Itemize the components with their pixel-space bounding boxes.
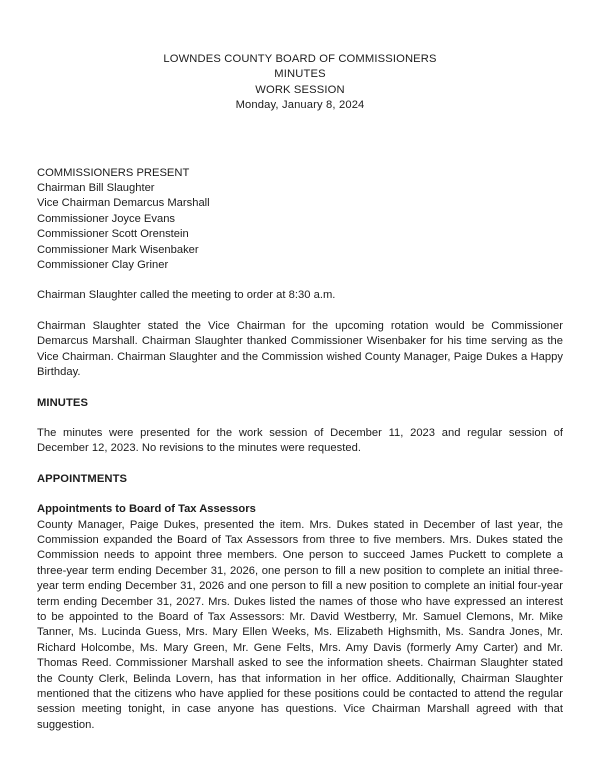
roster-item-commissioner-wisenbaker: Commissioner Mark Wisenbaker — [37, 243, 199, 256]
minutes-section-paragraph: The minutes were presented for the work session of December 11, 2023 and regular session of December 12, 2023. No revisions to the minutes were requested. — [37, 426, 563, 455]
document-header — [37, 52, 563, 114]
roster-item-vice-chairman: Vice Chairman Demarcus Marshall — [37, 197, 210, 210]
header-line-organization: LOWNDES COUNTY BOARD OF COMMISSIONERS — [163, 53, 437, 65]
commissioners-present-heading: COMMISSIONERS PRESENT — [37, 166, 190, 179]
commissioners-present-block — [37, 166, 563, 274]
appointments-section-heading: APPOINTMENTS — [37, 472, 128, 485]
roster-item-commissioner-griner: Commissioner Clay Griner — [37, 259, 169, 272]
minutes-section-heading: MINUTES — [37, 396, 89, 409]
roster-item-chairman: Chairman Bill Slaughter — [37, 182, 155, 195]
call-to-order-paragraph: Chairman Slaughter called the meeting to order at 8:30 a.m. — [37, 289, 336, 302]
appointments-item-heading: Appointments to Board of Tax Assessors — [37, 503, 256, 516]
appointments-item-paragraph: County Manager, Paige Dukes, presented the item. Mrs. Dukes stated in December of last year, the Commission expanded the Board of Tax Assessors from three to five members. Mrs. Dukes stated the Commission needs to appoint three members. One person to succeed James Puckett to complete a three-year term ending December 31, 2026, one person to fill a new position to complete an initial three-year term ending December 31, 2026 and one person to fill a new position to complete an initial four-year term ending December 31, 2027. Mrs. Dukes listed the names of those who have expressed an interest to be appointed to the Board of Tax Assessors: Mr. David Westberry, Mr. Samuel Clemons, Mr. Mike Tanner, Ms. Lucinda Guess, Mrs. Mary Ellen Weeks, Ms. Elizabeth Highsmith, Ms. Sandra Jones, Mr. Richard Holcombe, Ms. Mary Green, Mr. Gene Felts, Mrs. Amy Davis (formerly Amy Carter) and Mr. Thomas Reed. Commissioner Marshall asked to see the information sheets. Chairman Slaughter stated the County Clerk, Belinda Lovern, has that information in her office. Additionally, Chairman Slaughter mentioned that the citizens who have applied for these positions could be contacted to attend the regular session meeting tonight, in case anyone has questions. Vice Chairman Marshall agreed with that suggestion. — [37, 518, 563, 731]
opening-remarks-paragraph: Chairman Slaughter stated the Vice Chairman for the upcoming rotation would be Commissioner Demarcus Marshall. Chairman Slaughter thanked Commissioner Wisenbaker for his time serving as the Vice Chairman. Chairman Slaughter and the Commission wished County Manager, Paige Dukes a Happy Birthday. — [37, 319, 563, 379]
header-line-doctype: MINUTES — [274, 68, 326, 81]
header-line-date: Monday, January 8, 2024 — [235, 99, 365, 112]
roster-item-commissioner-evans: Commissioner Joyce Evans — [37, 212, 176, 225]
header-line-session-type: WORK SESSION — [255, 83, 345, 96]
roster-item-commissioner-orenstein: Commissioner Scott Orenstein — [37, 228, 189, 241]
